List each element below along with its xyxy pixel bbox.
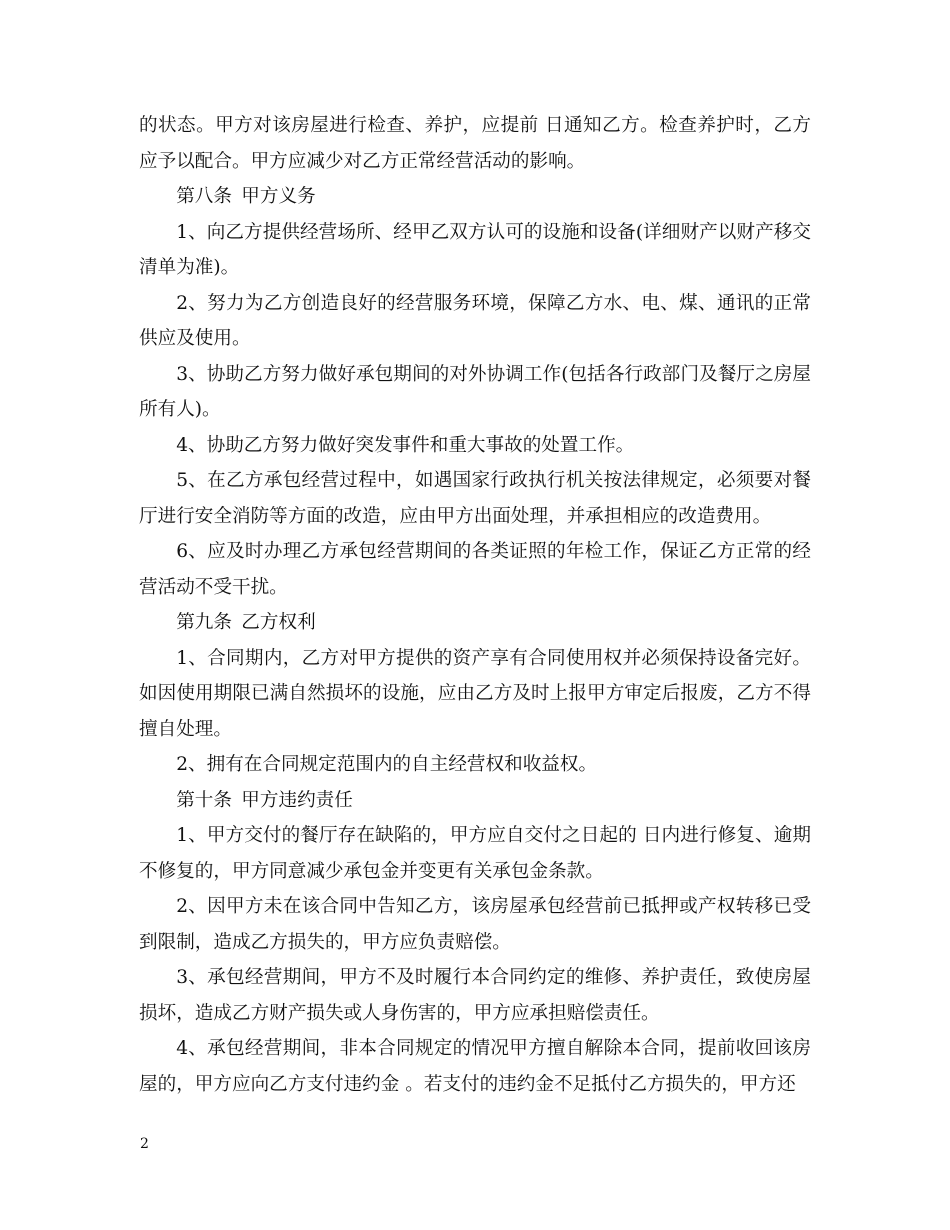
document-body xyxy=(139,108,811,1102)
continued-paragraph: 的状态。甲方对该房屋进行检查、养护，应提前 日通知乙方。检查养护时，乙方应予以配合。甲方应减少对乙方正常经营活动的影响。 xyxy=(139,115,811,172)
article-heading xyxy=(139,783,811,819)
article-heading xyxy=(139,605,811,641)
article-number: 第九条 xyxy=(176,612,232,633)
clause-paragraph: 3、承包经营期间，甲方不及时履行本合同约定的维修、养护责任，致使房屋损坏，造成乙方财产损失或人身伤害的，甲方应承担赔偿责任。 xyxy=(139,967,811,1024)
clause-paragraph: 2、拥有在合同规定范围内的自主经营权和收益权。 xyxy=(176,754,598,775)
clause-paragraph: 3、协助乙方努力做好承包期间的对外协调工作(包括各行政部门及餐厅之房屋所有人)。 xyxy=(139,363,811,420)
article-title: 甲方违约责任 xyxy=(241,789,353,811)
article-number: 第八条 xyxy=(176,186,232,207)
clause-paragraph: 4、承包经营期间，非本合同规定的情况甲方擅自解除本合同，提前收回该房屋的，甲方应向乙方支付违约金 。若支付的违约金不足抵付乙方损失的，甲方还 xyxy=(139,1038,811,1095)
clause-paragraph: 1、合同期内，乙方对甲方提供的资产享有合同使用权并必须保持设备完好。如因使用期限已满自然损坏的设施，应由乙方及时上报甲方审定后报废，乙方不得擅自处理。 xyxy=(139,647,811,740)
article-title: 甲方义务 xyxy=(241,186,316,207)
article-number: 第十条 xyxy=(176,789,232,811)
clause-paragraph: 5、在乙方承包经营过程中，如遇国家行政执行机关按法律规定，必须要对餐厅进行安全消防等方面的改造，应由甲方出面处理，并承担相应的改造费用。 xyxy=(139,470,811,527)
clause-paragraph: 1、甲方交付的餐厅存在缺陷的，甲方应自交付之日起的 日内进行修复、逾期不修复的，甲方同意减少承包金并变更有关承包金条款。 xyxy=(139,825,811,882)
clause-paragraph: 6、应及时办理乙方承包经营期间的各类证照的年检工作，保证乙方正常的经营活动不受干扰。 xyxy=(139,541,811,598)
clause-paragraph: 2、努力为乙方创造良好的经营服务环境，保障乙方水、电、煤、通讯的正常供应及使用。 xyxy=(139,292,811,349)
clause-paragraph: 2、因甲方未在该合同中告知乙方，该房屋承包经营前已抵押或产权转移已受到限制，造成乙方损失的，甲方应负责赔偿。 xyxy=(139,896,811,953)
page-number: 2 xyxy=(140,1136,149,1152)
clause-paragraph: 4、协助乙方努力做好突发事件和重大事故的处置工作。 xyxy=(176,434,635,456)
article-title: 乙方权利 xyxy=(241,612,316,633)
article-heading xyxy=(139,179,811,215)
clause-paragraph: 1、向乙方提供经营场所、经甲乙双方认可的设施和设备(详细财产以财产移交清单为准)。 xyxy=(139,221,811,278)
